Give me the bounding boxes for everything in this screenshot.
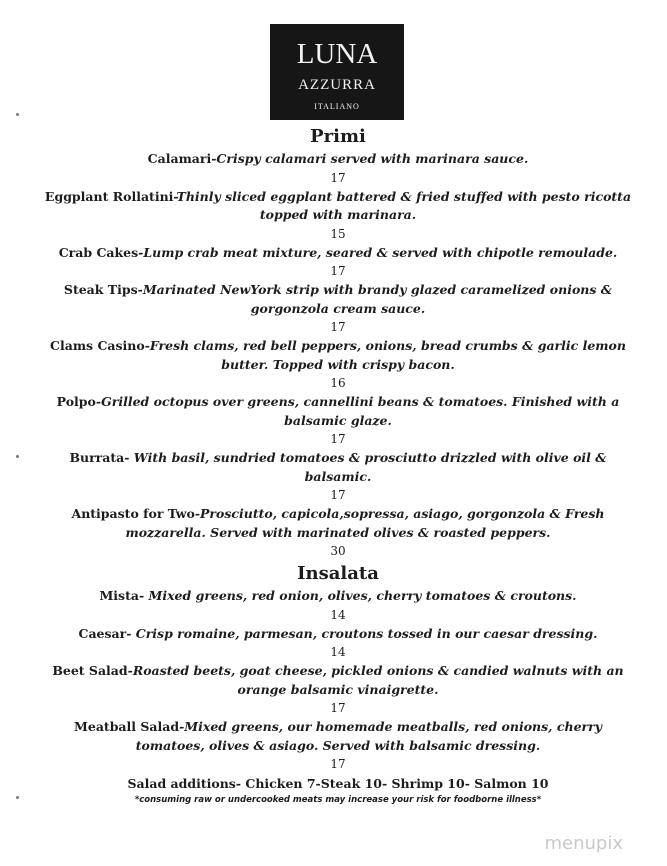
item-desc-text: - With basil, sundried tomatoes & prosciutto drizzled with olive oil & balsamic. <box>124 450 607 484</box>
section-title-insalata: Insalata <box>297 563 379 584</box>
item-name: Clams Casino <box>50 338 145 353</box>
item-name: Steak Tips <box>63 282 138 297</box>
item-name: Beet Salad <box>52 663 128 678</box>
item-price: 14 <box>330 607 346 622</box>
item-name: Meatball Salad <box>74 719 180 734</box>
item-desc-text: -Roasted beets, goat cheese, pickled onions & candied walnuts with an orange balsamic vinaigrette. <box>127 663 624 697</box>
menu-item <box>40 662 636 718</box>
menu-item <box>40 449 636 505</box>
item-price: 14 <box>330 645 346 659</box>
item-description <box>40 188 636 225</box>
item-description <box>40 150 636 169</box>
item-price: 17 <box>330 320 346 334</box>
scan-speck <box>16 455 19 458</box>
item-name: Burrata <box>69 450 125 465</box>
item-price: 17 <box>330 488 346 502</box>
logo-azzurra-text: AZZURRA <box>298 77 376 93</box>
logo-italiano-text: ITALIANO <box>314 102 360 111</box>
item-desc-text: -Prosciutto, capicola,sopressa, asiago, gorgonzola & Fresh mozzarella. Served with marinated olives & roasted peppers. <box>125 506 605 540</box>
item-price: 17 <box>330 757 346 771</box>
foodborne-illness-note: *consuming raw or undercooked meats may increase your risk for foodborne illness* <box>134 795 542 805</box>
menu-item <box>40 281 636 337</box>
item-desc-text: -Grilled octopus over greens, cannellini beans & tomatoes. Finished with a balsamic glaze. <box>95 394 620 428</box>
item-name: Mista <box>99 588 139 603</box>
item-price: 17 <box>330 170 346 185</box>
item-name: Eggplant Rollatini <box>44 188 174 204</box>
item-price: 15 <box>330 226 346 241</box>
item-desc-text: -Lump crab meat mixture, seared & served with chipotle remoulade. <box>138 244 618 260</box>
item-desc-text: -Crispy calamari served with marinara sauce. <box>211 151 529 166</box>
item-description <box>40 662 636 699</box>
menu-item <box>40 150 636 188</box>
item-description <box>40 281 636 318</box>
scan-speck <box>16 796 19 799</box>
menu-item <box>40 244 636 282</box>
item-price: 30 <box>330 544 346 558</box>
menupix-watermark: menupix <box>544 833 623 854</box>
salad-additions: Salad additions- Chicken 7-Steak 10- Shrimp 10- Salmon 10 <box>127 776 549 791</box>
item-name: Calamari <box>147 151 212 166</box>
item-price: 16 <box>330 376 346 390</box>
item-desc-text: - Crisp romaine, parmesan, croutons tossed in our caesar dressing. <box>126 625 598 641</box>
scan-speck <box>16 113 19 116</box>
item-description <box>40 505 636 542</box>
item-desc-text: -Thinly sliced eggplant battered & fried stuffed with pesto ricotta topped with marinara. <box>173 188 632 222</box>
menu-item <box>40 337 636 393</box>
item-desc-text: -Fresh clams, red bell peppers, onions, bread crumbs & garlic lemon butter. Topped with crispy bacon. <box>144 338 626 372</box>
item-description <box>40 337 636 374</box>
menu-body <box>40 124 636 807</box>
item-desc-text: -Marinated NewYork strip with brandy glazed caramelized onions & gorgonzola cream sauce. <box>137 282 613 316</box>
item-price: 17 <box>330 701 346 715</box>
item-name: Crab Cakes <box>58 244 139 260</box>
item-description <box>40 244 636 263</box>
item-description <box>40 393 636 430</box>
menu-item <box>40 625 636 663</box>
item-description <box>40 625 636 644</box>
item-price: 17 <box>330 432 346 446</box>
menu-item <box>40 188 636 244</box>
item-name: Polpo <box>56 394 96 409</box>
restaurant-logo <box>270 24 404 120</box>
item-description <box>40 449 636 486</box>
menu-item <box>40 505 636 561</box>
item-description <box>40 718 636 755</box>
menu-item <box>40 393 636 449</box>
item-price: 17 <box>330 264 346 278</box>
item-desc-text: - Mixed greens, red onion, olives, cherry tomatoes & croutons. <box>138 588 577 603</box>
item-name: Antipasto for Two <box>71 506 195 521</box>
item-description <box>40 587 636 606</box>
item-name: Caesar <box>78 625 127 641</box>
menu-item <box>40 718 636 774</box>
item-desc-text: -Mixed greens, our homemade meatballs, red onions, cherry tomatoes, olives & asiago. Served with balsamic dressing. <box>135 719 602 753</box>
menu-item <box>40 587 636 625</box>
logo-luna-text: LUNA <box>296 38 378 70</box>
section-title-primi: Primi <box>310 126 366 147</box>
